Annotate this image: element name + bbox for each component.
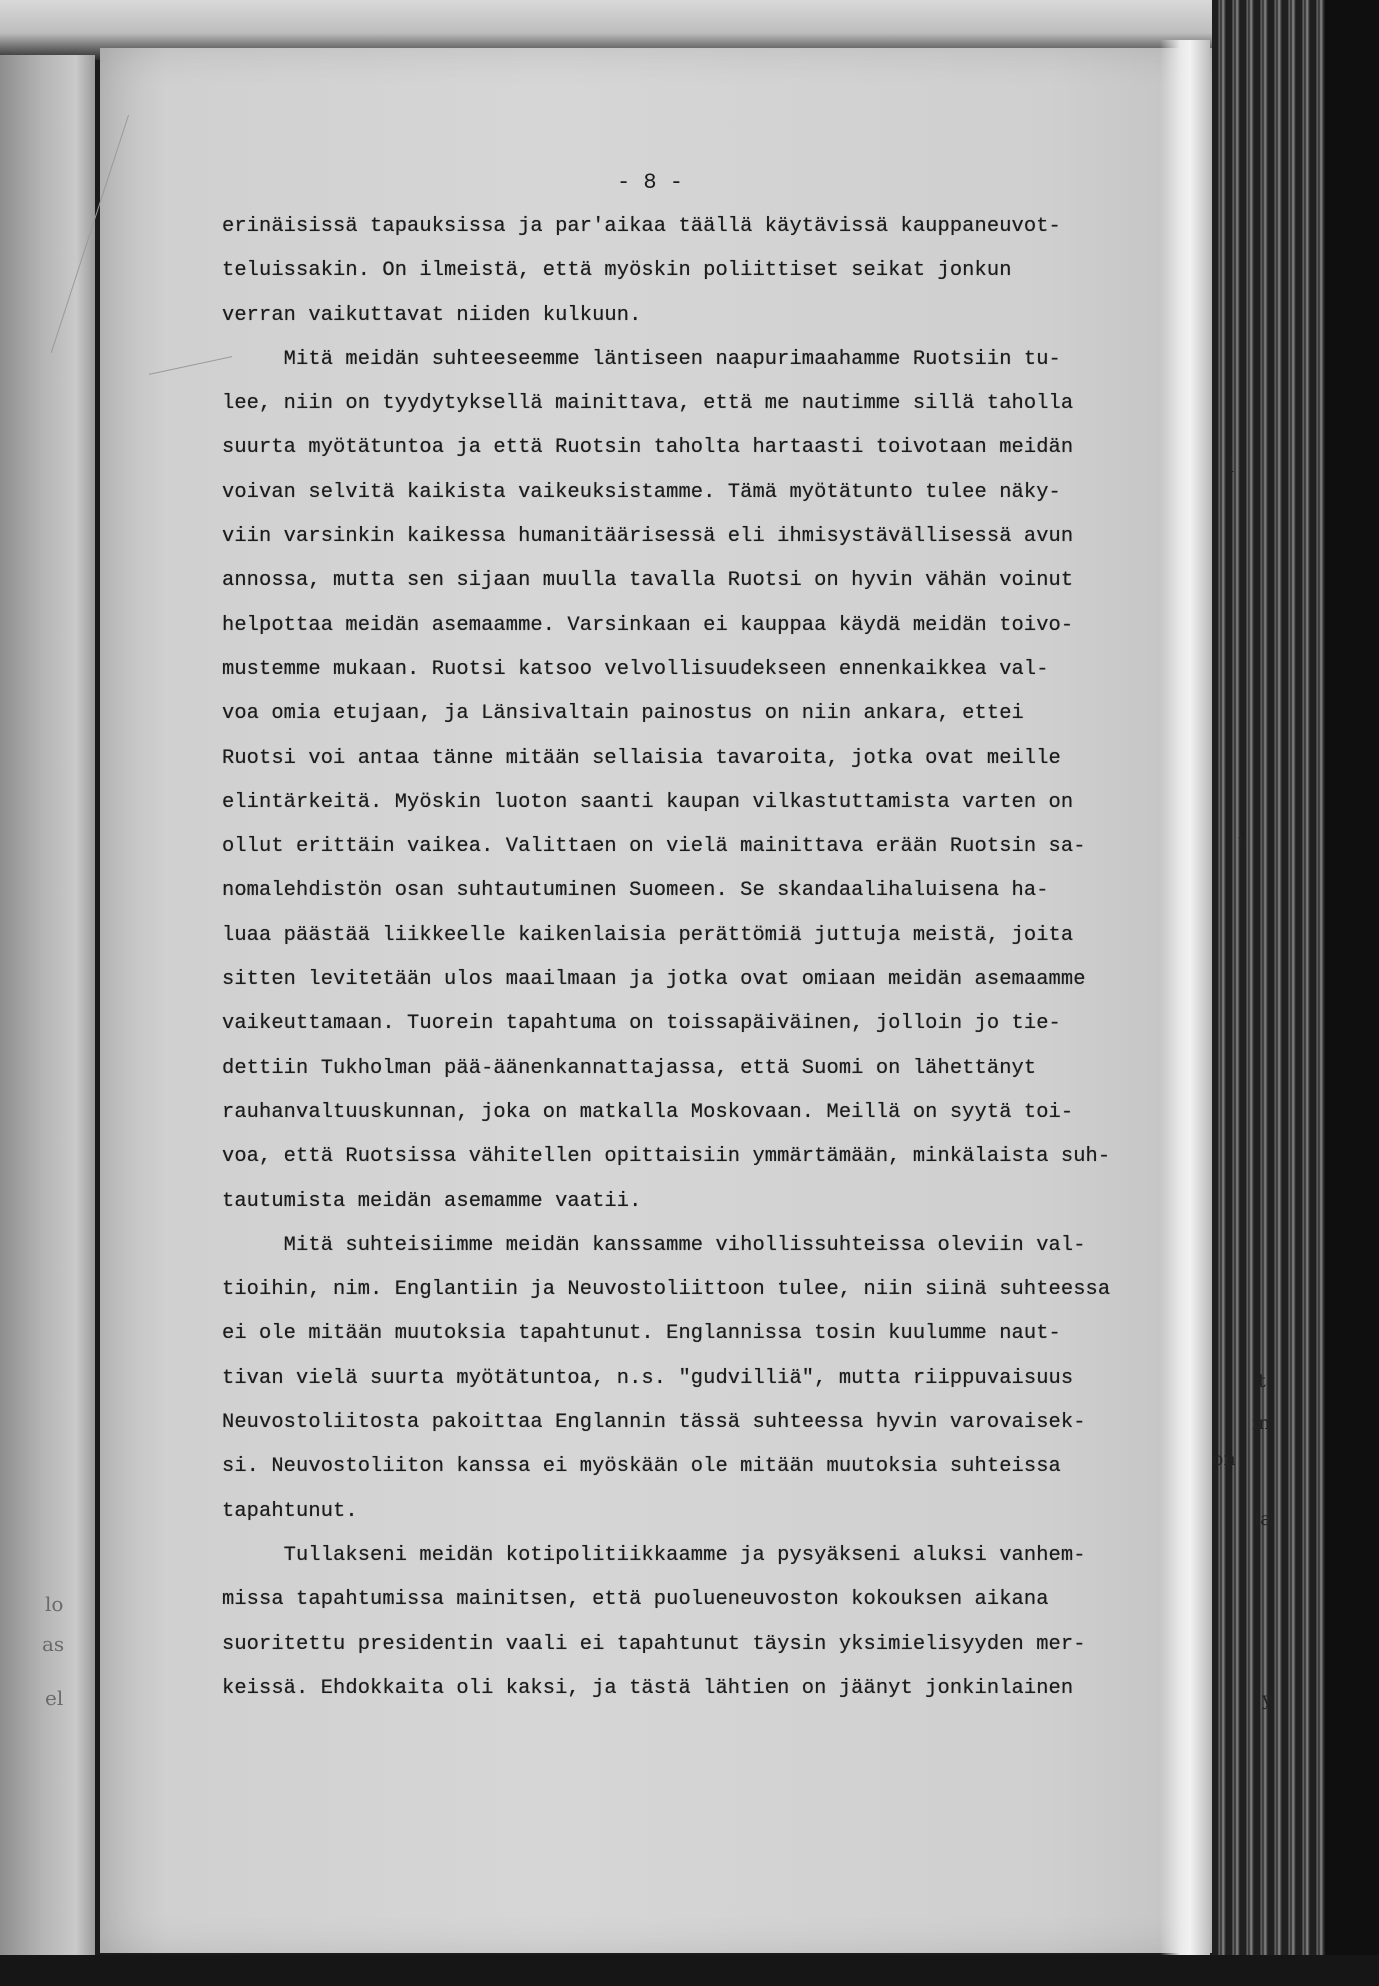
text-line: tautumista meidän asemamme vaatii. (222, 1189, 642, 1213)
bottom-border (0, 1955, 1379, 1986)
text-line: teluissakin. On ilmeistä, että myöskin poliittiset seikat jonkun (222, 259, 1012, 283)
body-text (222, 205, 1182, 1711)
text-line: ollut erittäin vaikea. Valittaen on vielä mainittava erään Ruotsin sa- (222, 835, 1086, 859)
text-line: Ruotsi voi antaa tänne mitään sellaisia tavaroita, jotka ovat meille (222, 746, 1061, 770)
text-line: tapahtunut. (222, 1499, 358, 1523)
text-line: suurta myötätuntoa ja että Ruotsin taholta hartaasti toivotaan meidän (222, 436, 1074, 460)
text-line: dettiin Tukholman pää-äänenkannattajassa, että Suomi on lähettänyt (222, 1056, 1037, 1080)
margin-fragment: in (1252, 1412, 1271, 1434)
text-line: nomalehdistön osan suhtautuminen Suomeen. Se skandaalihaluisena ha- (222, 879, 1049, 903)
text-line: luaa päästää liikkeelle kaikenlaisia perättömiä juttuja meistä, joita (222, 923, 1074, 947)
text-line: erinäisissä tapauksissa ja par'aikaa täällä käytävissä kauppaneuvot- (222, 215, 1061, 238)
text-line: lee, niin on tyydytyksellä mainittava, että me nautimme sillä taholla (222, 392, 1074, 416)
left-fragment: as (42, 1632, 65, 1656)
text-line: annossa, mutta sen sijaan muulla tavalla Ruotsi on hyvin vähän voinut (222, 569, 1074, 593)
margin-fragment: on (1212, 1448, 1236, 1470)
text-line: elintärkeitä. Myöskin luoton saanti kaupan vilkastuttamista varten on (222, 790, 1074, 814)
text-line: Mitä meidän suhteeseemme läntiseen naapurimaahamme Ruotsiin tu- (222, 347, 1061, 371)
text-line: ei ole mitään muutoksia tapahtunut. Englannissa tosin kuulumme naut- (222, 1322, 1061, 1346)
text-line: keissä. Ehdokkaita oli kaksi, ja tästä lähtien on jäänyt jonkinlainen (222, 1676, 1074, 1700)
margin-fragment: t (1238, 830, 1246, 852)
binding-shadow (1325, 0, 1379, 1986)
margin-fragment: y (1262, 1688, 1273, 1710)
text-line: voa omia etujaan, ja Länsivaltain painostus on niin ankara, ettei (222, 702, 1024, 726)
text-line: helpottaa meidän asemaamme. Varsinkaan ei kauppaa käydä meidän toivo- (222, 613, 1074, 637)
page-number: - 8 - (616, 170, 683, 195)
text-line: tioihin, nim. Englantiin ja Neuvostoliittoon tulee, niin siinä suhteessa (222, 1278, 1111, 1302)
text-line: mustemme mukaan. Ruotsi katsoo velvollisuudekseen ennenkaikkea val- (222, 657, 1049, 681)
margin-fragment: la (1254, 1508, 1272, 1530)
text-line: Neuvostoliitosta pakoittaa Englannin tässä suhteessa hyvin varovaisek- (222, 1411, 1086, 1435)
text-line: vaikeuttamaan. Tuorein tapahtuma on toissapäiväinen, jolloin jo tie- (222, 1012, 1061, 1036)
left-fragment: lo (45, 1592, 64, 1616)
text-line: Mitä suhteisiimme meidän kanssamme vihollissuhteissa oleviin val- (222, 1233, 1086, 1257)
text-line: voivan selvitä kaikista vaikeuksistamme. Tämä myötätunto tulee näky- (222, 480, 1061, 504)
margin-fragment: l (1228, 455, 1235, 477)
text-line: si. Neuvostoliiton kanssa ei myöskään ole mitään muutoksia suhteissa (222, 1455, 1061, 1479)
text-line: sitten levitetään ulos maailmaan ja jotka ovat omiaan meidän asemaamme (222, 968, 1086, 992)
text-line: voa, että Ruotsissa vähitellen opittaisiin ymmärtämään, minkälaista suh- (222, 1145, 1111, 1169)
text-line: missa tapahtumissa mainitsen, että puolueneuvoston kokouksen aikana (222, 1588, 1049, 1612)
margin-fragment: t (1258, 1370, 1266, 1392)
left-fragment: el (45, 1686, 64, 1710)
text-line: tivan vielä suurta myötätuntoa, n.s. "gudvilliä", mutta riippuvaisuus (222, 1366, 1074, 1390)
text-line: rauhanvaltuuskunnan, joka on matkalla Moskovaan. Meillä on syytä toi- (222, 1100, 1074, 1124)
text-line: Tullakseni meidän kotipolitiikkaamme ja pysyäkseni aluksi vanhem- (222, 1543, 1086, 1567)
text-line: suoritettu presidentin vaali ei tapahtunut täysin yksimielisyyden mer- (222, 1632, 1086, 1656)
text-line: viin varsinkin kaikessa humanitäärisessä eli ihmisystävällisessä avun (222, 525, 1074, 549)
text-line: verran vaikuttavat niiden kulkuun. (222, 303, 642, 327)
